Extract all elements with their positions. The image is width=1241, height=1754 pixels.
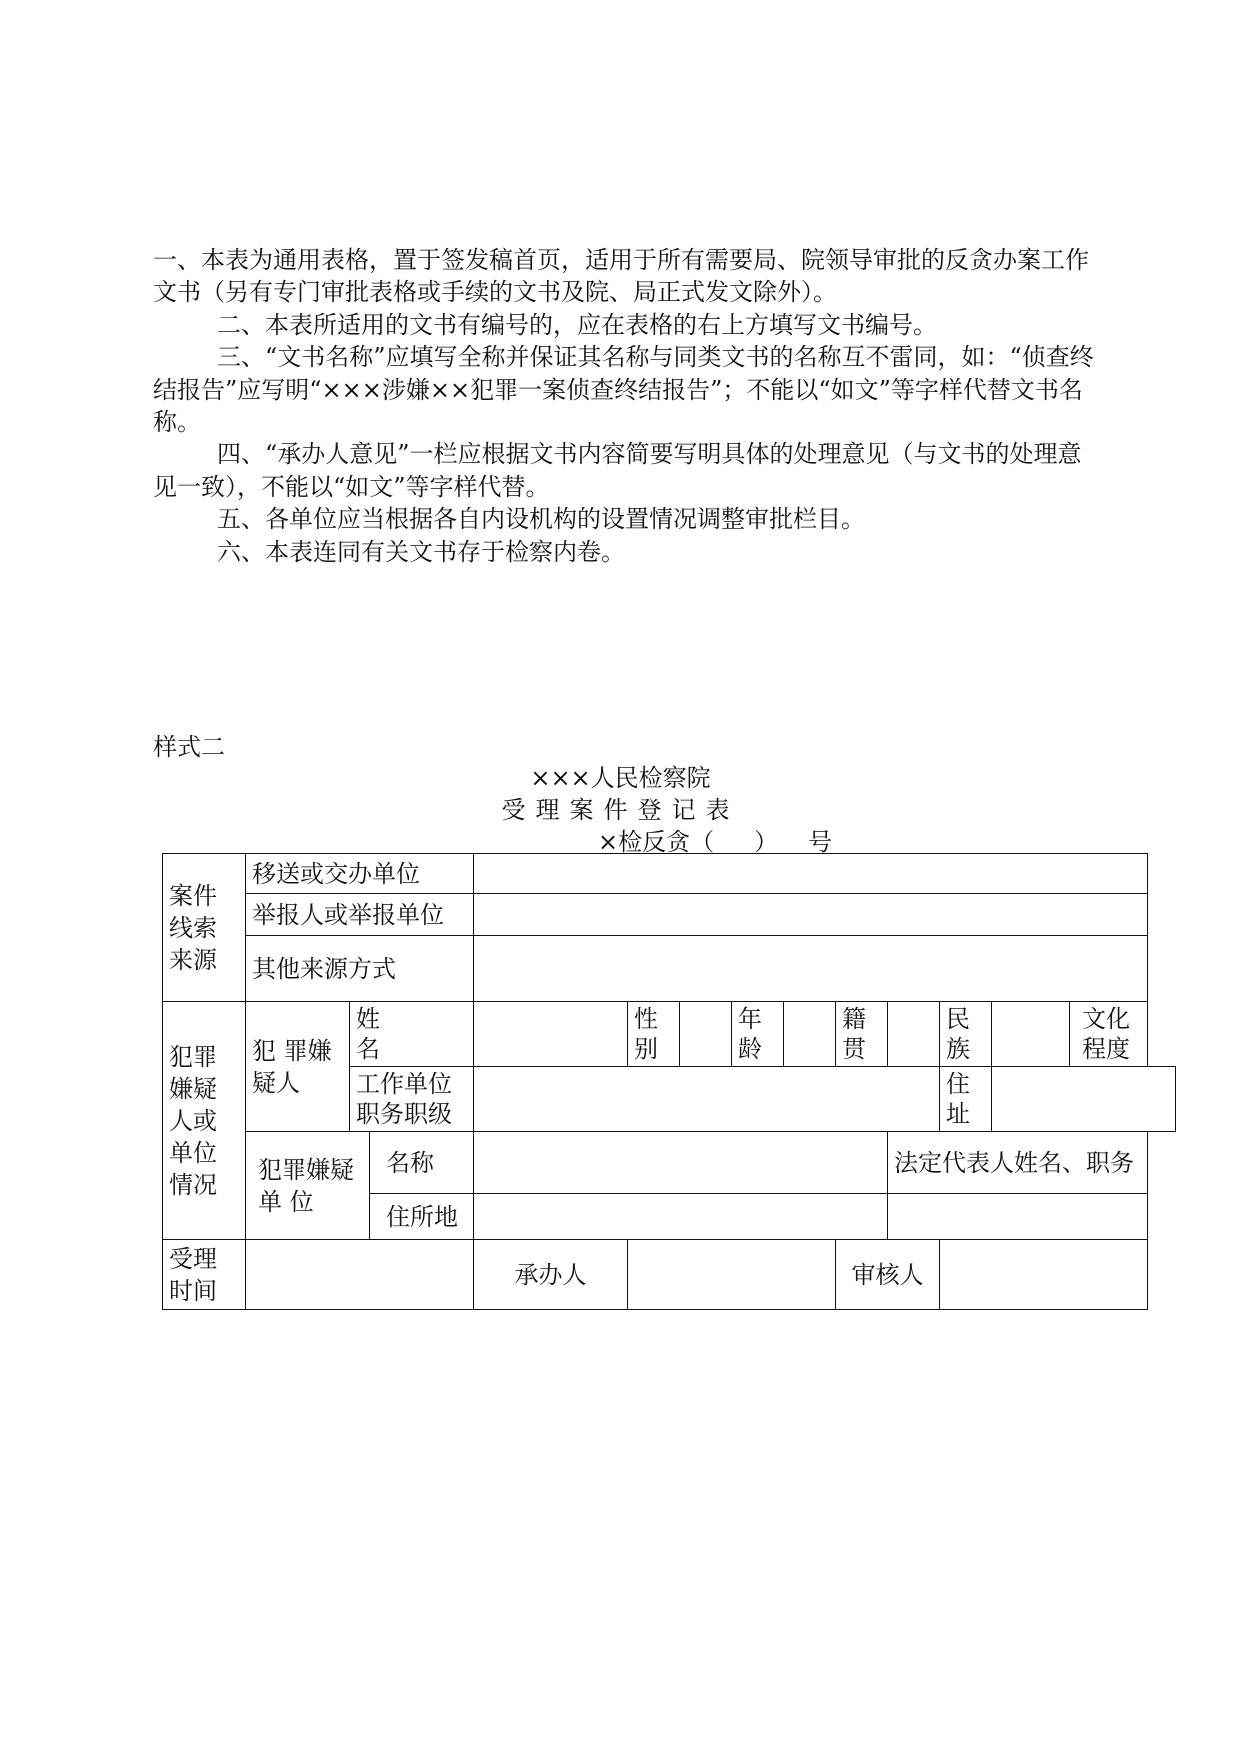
doc-number-suffix: 号 (808, 828, 833, 856)
doc-number-prefix: ×检反贪（ (598, 828, 715, 856)
note-5: 五、各单位应当根据各自内设机构的设置情况调整审批栏目。 (217, 505, 865, 534)
source-other-field[interactable] (474, 936, 1148, 1002)
handler-field[interactable] (628, 1240, 836, 1310)
education-label: 文化程度 (1070, 1002, 1148, 1067)
handler-label: 承办人 (474, 1240, 628, 1310)
unit-address-field[interactable] (474, 1194, 888, 1240)
gender-label: 性别 (628, 1002, 680, 1067)
ethnicity-field[interactable] (992, 1002, 1070, 1067)
name-label: 姓名 (350, 1002, 474, 1067)
source-transfer-label: 移送或交办单位 (246, 854, 474, 894)
unit-address-label: 住所地 (370, 1194, 474, 1240)
source-other-label: 其他来源方式 (246, 936, 474, 1002)
origin-label: 籍贯 (836, 1002, 888, 1067)
address-field[interactable] (992, 1067, 1176, 1132)
form-org-title: ×××人民检察院 (530, 764, 711, 792)
source-group-label: 案件线索来源 (163, 854, 246, 1002)
doc-number-close: ） (754, 828, 779, 856)
suspect-person-label: 犯 罪嫌疑人 (246, 1002, 350, 1132)
note-4: 四、“承办人意见”一栏应根据文书内容简要写明具体的处理意见（与文书的处理意见一致），不能以“如文”等字样代替。 (153, 440, 1082, 501)
gender-field[interactable] (680, 1002, 732, 1067)
address-label: 住址 (940, 1067, 992, 1132)
style-label: 样式二 (153, 733, 225, 761)
legal-rep-field[interactable] (888, 1194, 1148, 1240)
form-title: 受理案件登记表 (501, 796, 740, 824)
origin-field[interactable] (888, 1002, 940, 1067)
legal-rep-label: 法定代表人姓名、职务 (888, 1132, 1148, 1194)
reviewer-field[interactable] (940, 1240, 1148, 1310)
accept-time-field[interactable] (246, 1240, 474, 1310)
note-6: 六、本表连同有关文书存于检察内卷。 (217, 537, 625, 566)
unit-name-field[interactable] (474, 1132, 888, 1194)
source-transfer-field[interactable] (474, 854, 1148, 894)
work-field[interactable] (474, 1067, 940, 1132)
ethnicity-label: 民族 (940, 1002, 992, 1067)
source-report-label: 举报人或举报单位 (246, 894, 474, 936)
doc-number (598, 822, 832, 857)
unit-name-label: 名称 (370, 1132, 474, 1194)
note-3: 三、“文书名称”应填写全称并保证其名称与同类文书的名称互不雷同，如：“侦查终结报告”应写明“×××涉嫌××犯罪一案侦查终结报告”；不能以“如文”等字样代替文书名称。 (153, 343, 1094, 437)
accept-time-label: 受理时间 (163, 1240, 246, 1310)
name-field[interactable] (474, 1002, 628, 1067)
instructions (153, 244, 1103, 568)
reviewer-label: 审核人 (836, 1240, 940, 1310)
age-label: 年龄 (732, 1002, 784, 1067)
age-field[interactable] (784, 1002, 836, 1067)
note-1: 一、本表为通用表格，置于签发稿首页，适用于所有需要局、院领导审批的反贪办案工作文书（另有专门审批表格或手续的文书及院、局正式发文除外）。 (153, 246, 1089, 307)
source-report-field[interactable] (474, 894, 1148, 936)
registration-table (162, 853, 1176, 1310)
suspect-unit-label: 犯罪嫌疑单 位 (246, 1132, 370, 1240)
suspect-group-label: 犯罪嫌疑人或单位情况 (163, 1002, 246, 1240)
work-label: 工作单位职务职级 (350, 1067, 474, 1132)
note-2: 二、本表所适用的文书有编号的，应在表格的右上方填写文书编号。 (217, 310, 937, 339)
